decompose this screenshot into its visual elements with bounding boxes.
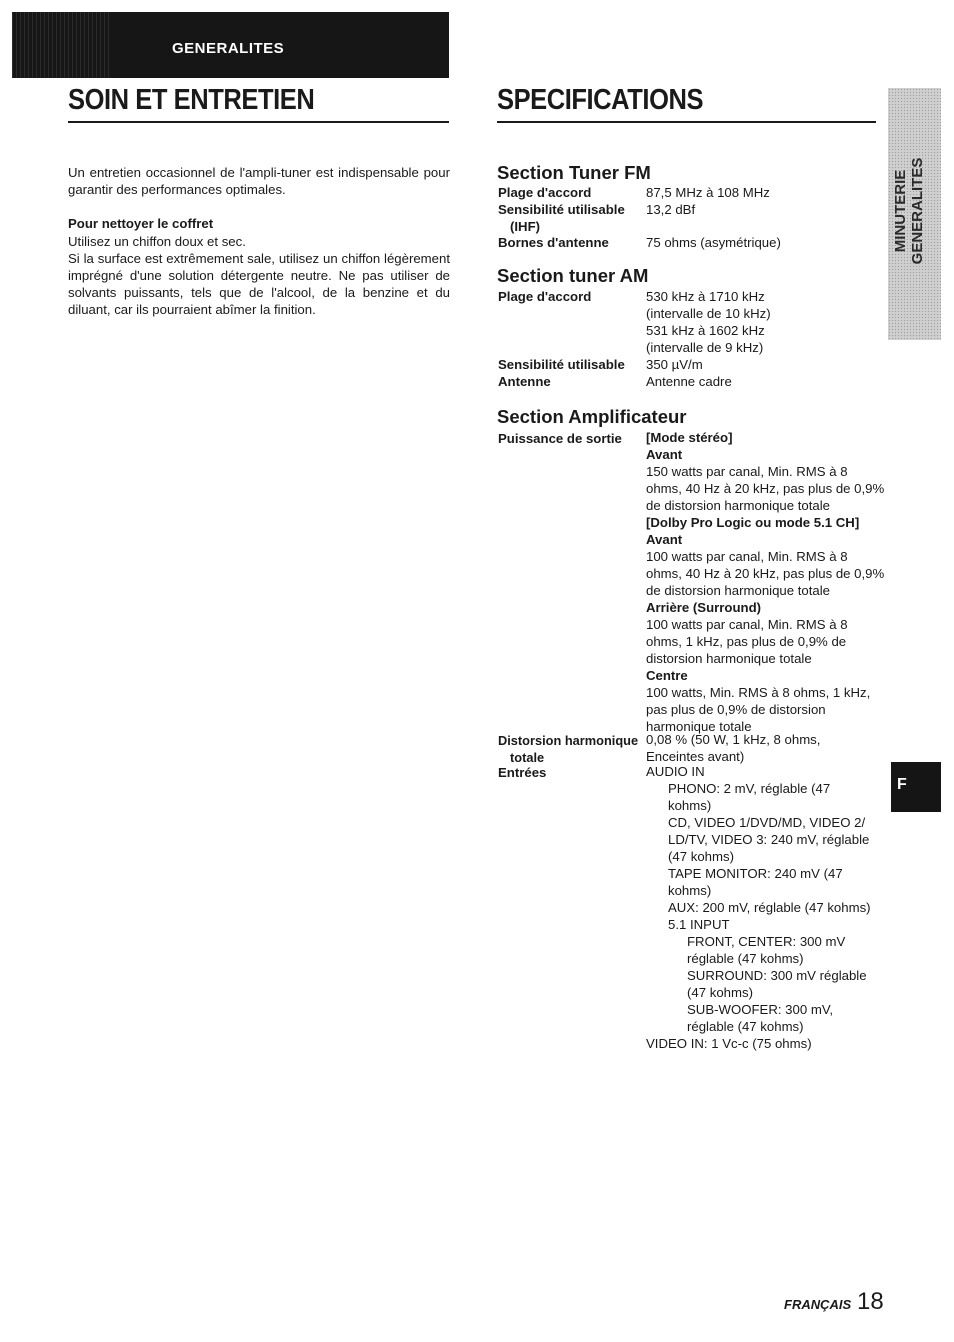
input-video-in: VIDEO IN: 1 Vc-c (75 ohms) [646,1036,812,1051]
dolby-front-label: Avant [646,532,683,547]
fm-label-tuning: Plage d'accord [498,185,592,200]
stereo-mode-label: [Mode stéréo] [646,430,733,445]
am-range-9khz: 531 kHz à 1602 kHz [646,323,765,338]
side-tab-line1: MINUTERIE [892,169,909,253]
am-step-10khz: (intervalle de 10 kHz) [646,306,771,321]
amp-value-power [646,429,886,735]
dolby-center-text: 100 watts, Min. RMS à 8 ohms, 1 kHz, pas plus de 0,9% de distorsion harmonique totale [646,685,871,734]
specs-title: SPECIFICATIONS [497,84,704,116]
stereo-front-label: Avant [646,447,683,462]
dolby-center-label: Centre [646,668,688,683]
cleaning-paragraph-1: Utilisez un chiffon doux et sec. [68,234,246,249]
input-subwoofer: SUB-WOOFER: 300 mV, réglable (47 kohms) [687,1002,834,1034]
input-cd-video: CD, VIDEO 1/DVD/MD, VIDEO 2/ LD/TV, VIDEO 3: 240 mV, réglable (47 kohms) [668,815,870,864]
am-label-antenna: Antenne [498,374,551,389]
am-label-sensitivity: Sensibilité utilisable [498,357,625,372]
language-tab-letter: F [897,776,907,793]
fm-value-sensitivity: 13,2 dBf [646,202,696,217]
am-value-sensitivity: 350 µV/m [646,357,703,372]
amp-label-thd-line1: Distorsion harmonique [498,733,639,748]
input-tape-monitor: TAPE MONITOR: 240 mV (47 kohms) [668,866,843,898]
amp-label-thd [498,733,638,766]
am-heading: Section tuner AM [497,265,649,286]
amp-label-thd-line2: totale [510,749,545,765]
input-51-label: 5.1 INPUT [668,917,730,932]
am-range-10khz: 530 kHz à 1710 kHz [646,289,765,304]
amp-value-inputs [646,763,886,1052]
fm-label-sensitivity-line2: (IHF) [510,218,541,234]
side-tab-text [892,88,940,334]
stereo-front-text: 150 watts par canal, Min. RMS à 8 ohms, 40 Hz à 20 kHz, pas plus de 0,9% de distorsion harmonique totale [646,464,885,513]
audio-in-label: AUDIO IN [646,764,705,779]
dolby-rear-label: Arrière (Surround) [646,600,762,615]
input-aux: AUX: 200 mV, réglable (47 kohms) [668,900,871,915]
footer-language: FRANÇAIS [784,1297,852,1312]
amp-label-inputs: Entrées [498,765,547,780]
header-label: GENERALITES [172,40,285,57]
cleaning-subheading: Pour nettoyer le coffret [68,216,214,231]
fm-label-sensitivity [498,202,625,235]
fm-value-antenna: 75 ohms (asymétrique) [646,235,781,250]
intro-paragraph: Un entretien occasionnel de l'ampli-tuner est indispensable pour garantir des performances optimales. [68,165,450,197]
page-number: 18 [857,1288,884,1315]
am-value-antenna: Antenne cadre [646,374,732,389]
amp-value-thd: 0,08 % (50 W, 1 kHz, 8 ohms, Enceintes avant) [646,732,821,764]
side-tab-line2: GENERALITES [909,157,926,265]
amp-label-power: Puissance de sortie [498,431,622,446]
specs-title-rule [497,121,876,123]
am-label-tuning: Plage d'accord [498,289,592,304]
input-front-center: FRONT, CENTER: 300 mV réglable (47 kohms) [687,934,846,966]
side-tab [888,88,941,340]
dolby-front-text: 100 watts par canal, Min. RMS à 8 ohms, 40 Hz à 20 kHz, pas plus de 0,9% de distorsion harmonique totale [646,549,885,598]
dolby-mode-label: [Dolby Pro Logic ou mode 5.1 CH] [646,515,860,530]
cleaning-paragraph-2: Si la surface est extrêmement sale, utilisez un chiffon légèrement imprégné d'une solution détergente neutre. Ne pas utiliser de solvants puissants, tels que de l'alcool, de la benzine et du diluant, car ils pourraient abîmer la finition. [68,251,450,317]
amp-heading: Section Amplificateur [497,406,687,427]
soin-title-rule [68,121,449,123]
input-surround: SURROUND: 300 mV réglable (47 kohms) [687,968,867,1000]
fm-value-tuning: 87,5 MHz à 108 MHz [646,185,770,200]
dolby-rear-text: 100 watts par canal, Min. RMS à 8 ohms, 1 kHz, pas plus de 0,9% de distorsion harmonique totale [646,617,848,666]
fm-heading: Section Tuner FM [497,162,651,183]
fm-label-sensitivity-line1: Sensibilité utilisable [498,202,625,217]
fm-label-antenna: Bornes d'antenne [498,235,609,250]
am-value-tuning [646,288,886,356]
am-step-9khz: (intervalle de 9 kHz) [646,340,764,355]
input-phono: PHONO: 2 mV, réglable (47 kohms) [668,781,831,813]
soin-title: SOIN ET ENTRETIEN [68,84,315,116]
